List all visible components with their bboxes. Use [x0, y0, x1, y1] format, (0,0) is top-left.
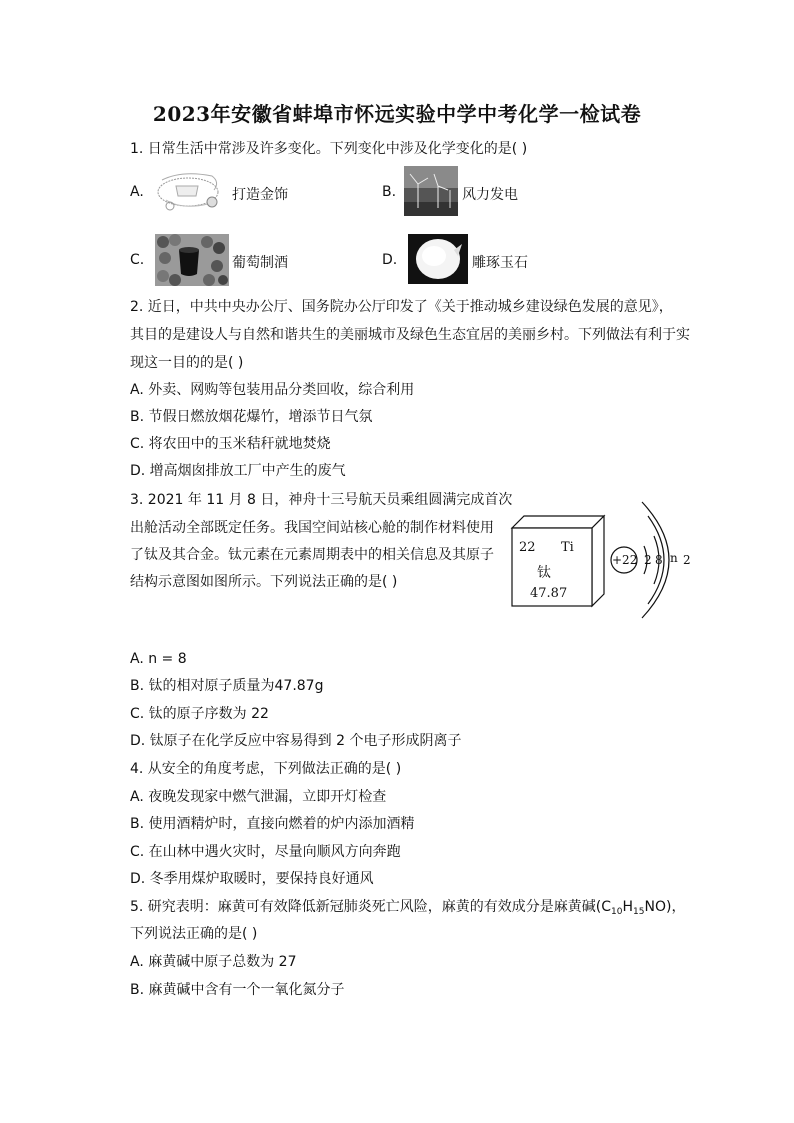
atomic-mass: 47.87	[530, 586, 568, 601]
q2-option-c: C. 将农田中的玉米秸秆就地焚烧	[130, 436, 331, 452]
q3-option-c: C. 钛的原子序数为 22	[130, 706, 269, 722]
shell-4-electrons: 2	[683, 553, 691, 567]
q2-stem-line-3: 现这一目的的是( )	[130, 355, 244, 371]
q2-option-a: A. 外卖、网购等包装用品分类回收，综合利用	[130, 382, 415, 398]
formula-subscript-c: 10	[611, 907, 623, 917]
q4-option-c: C. 在山林中遇火灾时，尽量向顺风方向奔跑	[130, 844, 401, 860]
q5-stem-line-1	[130, 898, 685, 921]
element-cell-diagram	[504, 514, 608, 608]
q1-option-b-label: B.	[382, 184, 397, 200]
formula-tail: NO)，	[644, 899, 686, 915]
q3-option-a: A. n = 8	[130, 651, 187, 667]
q5-option-a: A. 麻黄碱中原子总数为 27	[130, 954, 297, 970]
q3-stem-line-3: 结构示意图如图所示。下列说法正确的是( )	[130, 574, 398, 590]
q4-option-a: A. 夜晚发现家中燃气泄漏，立即开灯检查	[130, 789, 387, 805]
jade-carving-image	[408, 234, 468, 284]
element-name: 钛	[537, 565, 551, 581]
q2-option-b: B. 节假日燃放烟花爆竹，增添节日气氛	[130, 409, 373, 425]
q1-option-a-text: 打造金饰	[232, 187, 288, 203]
q1-option-a-label: A.	[130, 184, 144, 200]
shell-2-electrons: 8	[655, 553, 663, 567]
nucleus-charge: +22	[612, 553, 638, 567]
q1-stem: 1. 日常生活中常涉及许多变化。下列变化中涉及化学变化的是( )	[130, 141, 528, 157]
q4-option-d: D. 冬季用煤炉取暖时，要保持良好通风	[130, 871, 374, 887]
q3-option-b: B. 钛的相对原子质量为47.87g	[130, 678, 324, 694]
grape-wine-image	[155, 234, 229, 286]
q5-stem-text: 5. 研究表明：麻黄可有效降低新冠肺炎死亡风险，麻黄的有效成分是麻黄碱(C	[130, 899, 612, 915]
q2-option-d: D. 增高烟囱排放工厂中产生的废气	[130, 463, 346, 479]
formula-h: H	[622, 899, 634, 915]
wind-power-image	[404, 166, 458, 216]
formula-subscript-h: 15	[633, 907, 645, 917]
q3-stem-line-1: 3. 2021 年 11 月 8 日，神舟十三号航天员乘组圆满完成首次	[130, 492, 513, 508]
q3-stem-line-2: 出舱活动全部既定任务。我国空间站核心舱的制作材料使用	[130, 520, 494, 536]
gold-jewelry-image	[152, 166, 226, 216]
q3-option-d: D. 钛原子在化学反应中容易得到 2 个电子形成阴离子	[130, 733, 462, 749]
shell-3-electrons: n	[670, 551, 678, 565]
q1-option-c-label: C.	[130, 252, 145, 268]
q1-option-d-text: 雕琢玉石	[472, 255, 528, 271]
page-title: 2023年安徽省蚌埠市怀远实验中学中考化学一检试卷	[152, 102, 642, 126]
q4-option-b: B. 使用酒精炉时，直接向燃着的炉内添加酒精	[130, 816, 415, 832]
atomic-number: 22	[519, 540, 536, 555]
q5-option-b: B. 麻黄碱中含有一个一氧化氮分子	[130, 982, 345, 998]
q1-option-c-text: 葡萄制酒	[232, 255, 288, 271]
q3-stem-line-3: 了钛及其合金。钛元素在元素周期表中的相关信息及其原子	[130, 547, 494, 563]
shell-1-electrons: 2	[644, 553, 652, 567]
q4-stem: 4. 从安全的角度考虑，下列做法正确的是( )	[130, 761, 402, 777]
q2-stem-line-1: 2. 近日，中共中央办公厅、国务院办公厅印发了《关于推动城乡建设绿色发展的意见》，	[130, 299, 673, 315]
element-symbol: Ti	[561, 540, 574, 555]
q5-stem-line-2: 下列说法正确的是( )	[130, 926, 258, 942]
q1-option-b-text: 风力发电	[462, 187, 518, 203]
q1-option-d-label: D.	[382, 252, 398, 268]
atomic-structure-diagram	[608, 498, 698, 622]
q2-stem-line-2: 其目的是建设人与自然和谐共生的美丽城市及绿色生态宜居的美丽乡村。下列做法有利于实	[130, 327, 690, 343]
